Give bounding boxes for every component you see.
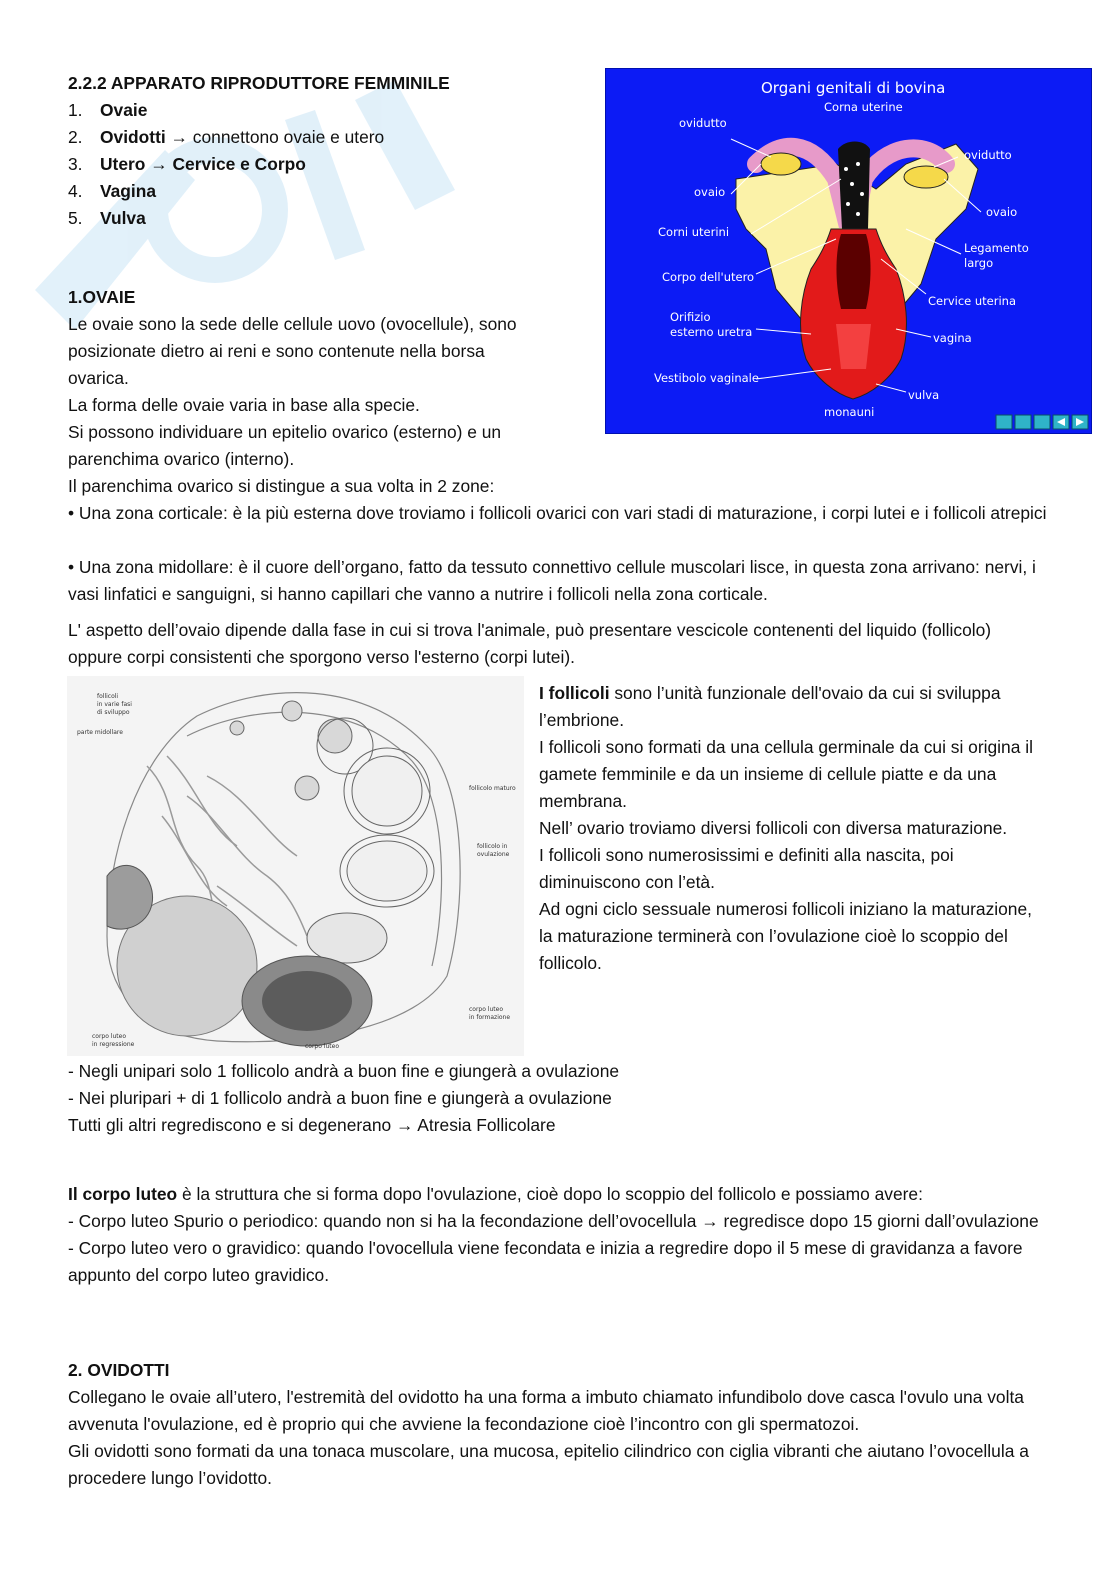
unipari-line: - Negli unipari solo 1 follicolo andrà a buon fine e giungerà a ovulazione [68, 1061, 620, 1081]
arrow-icon: → [170, 127, 188, 147]
list-item [68, 124, 384, 151]
zone-midollare: • Una zona midollare: è il cuore dell’organo, fatto da tessuto connettivo cellule muscolari lisce, in questa zona arrivano: nervi, i vasi linfatici e sanguigni, si hanno capillari che vanno a nutrire i follicoli nella zona corticale. [68, 557, 1036, 604]
follicoli-term: I follicoli [539, 683, 610, 703]
list-item [68, 97, 384, 124]
label-corpo-utero: Corpo dell'utero [662, 270, 755, 284]
bovine-diagram [606, 69, 1091, 433]
follicoli-definition [539, 680, 1044, 734]
label-regressione-2: in regressione [92, 1041, 135, 1048]
label-ovulazione-2: ovulazione [477, 851, 510, 858]
ovary-diagram [67, 676, 524, 1056]
label-ovidutto-right: ovidutto [964, 148, 1012, 162]
left-ovary-shape [761, 153, 801, 175]
organ-note: connettono ovaie e utero [192, 127, 385, 147]
label-largo: largo [964, 256, 994, 270]
ovidotti-p1: Collegano le ovaie all’utero, l'estremità del ovidotto ha una forma a imbuto chiamato infundibolo dove casca l'ovulo una volta avvenuta l'ovulazione, ed è proprio qui che avviene la fecondazione cioè l’incontro con gli spermatozoi. [68, 1387, 1024, 1434]
organ-name: Vagina [100, 181, 157, 201]
follicoli-cycle: Ad ogni ciclo sessuale numerosi follicoli iniziano la maturazione, la maturazione terminerà con l’ovulazione cioè lo scoppio del follicolo. [539, 899, 1032, 973]
label-vagina: vagina [933, 331, 972, 345]
label-ovaio-left: ovaio [694, 185, 726, 199]
follicoli-definition-text: sono l’unità funzionale dell'ovaio da cui si sviluppa l’embrione. [539, 683, 1001, 730]
ovaio-aspect: L' aspetto dell’ovaio dipende dalla fase in cui si trova l'animale, può presentare vescicole contenenti del liquido (follicolo) oppure corpi consistenti che sporgono verso l'esterno (corpi lutei). [68, 620, 992, 667]
organ-name: Utero [100, 154, 146, 174]
arrow-icon: → [701, 1211, 719, 1231]
right-ovary-shape [904, 166, 948, 188]
label-corpo-luteo: corpo luteo [305, 1043, 340, 1050]
list-number: 5. [68, 208, 83, 228]
follicles [230, 701, 434, 963]
ovaie-line: ovarica. [68, 368, 129, 388]
ovaie-line: La forma delle ovaie varia in base alla specie. [68, 395, 420, 415]
bovine-genital-figure [605, 68, 1092, 434]
ovaie-heading: 1.OVAIE [68, 287, 136, 307]
list-item [68, 205, 384, 232]
label-vestibolo: Vestibolo vaginale [654, 371, 759, 385]
label-follicoli-1: follicoli [97, 693, 119, 700]
corpo-luteo-intro [68, 1181, 1053, 1208]
arrow-icon: → [150, 154, 168, 174]
zones-intro: Il parenchima ovarico si distingue a sua volta in 2 zone: [68, 476, 495, 496]
follicoli-maturation: Nell’ ovario troviamo diversi follicoli con diversa maturazione. [539, 818, 1008, 838]
organ-note: Cervice e Corpo [172, 154, 306, 174]
organ-list [68, 97, 384, 232]
list-number: 1. [68, 100, 83, 120]
label-follicolo-maturo: follicolo maturo [469, 785, 516, 792]
ovidotti-paragraph [68, 1384, 1053, 1492]
organ-name: Vulva [100, 208, 146, 228]
label-follicoli-3: di sviluppo [97, 709, 130, 716]
list-number: 3. [68, 154, 83, 174]
follicoli-structure: I follicoli sono formati da una cellula germinale da cui si origina il gamete femminile e da un insieme di cellule piatte e da una membrana. [539, 737, 1033, 811]
slide-nav-buttons [996, 415, 1088, 429]
corpo-luteo-vero: - Corpo luteo vero o gravidico: quando l'ovocellula viene fecondata e inizia a regredire dopo il 5 mese di gravidanza a favore appunto del corpo luteo gravidico. [68, 1238, 1023, 1285]
list-item [68, 151, 384, 178]
ovaie-line: posizionate dietro ai reni e sono contenute nella borsa [68, 341, 485, 361]
corpo-luteo-term: Il corpo luteo [68, 1184, 178, 1204]
follicoli-paragraph [539, 680, 1044, 977]
label-corna-uterine: Corna uterine [824, 100, 903, 114]
label-ovaio-right: ovaio [986, 205, 1018, 219]
ovidotti-heading: 2. OVIDOTTI [68, 1360, 170, 1380]
atresia-line [68, 1112, 556, 1139]
label-vulva: vulva [908, 388, 940, 402]
arrow-icon: → [396, 1115, 414, 1135]
section-title: 2.2.2 APPARATO RIPRODUTTORE FEMMINILE [68, 73, 450, 93]
list-number: 2. [68, 127, 83, 147]
zone-corticale: • Una zona corticale: è la più esterna dove troviamo i follicoli ovarici con vari stadi di maturazione, i corpi lutei e i follicoli atrepici [68, 503, 1047, 523]
label-corni-uterini: Corni uterini [658, 225, 730, 239]
label-monauni: monauni [824, 405, 875, 419]
corpo-luteo-section [68, 1181, 1053, 1289]
label-cervice-uterina: Cervice uterina [928, 294, 1017, 308]
label-formazione-2: in formazione [469, 1014, 511, 1021]
corpo-luteo-intro-text: è la struttura che si forma dopo l'ovulazione, cioè dopo lo scoppio del follicolo e possiamo avere: [177, 1184, 923, 1204]
figure-title: Organi genitali di bovina [761, 79, 946, 97]
label-regressione-1: corpo luteo [92, 1033, 127, 1040]
pluripari-line: - Nei pluripari + di 1 follicolo andrà a buon fine e giungerà a ovulazione [68, 1088, 612, 1108]
list-number: 4. [68, 181, 83, 201]
label-legamento: Legamento [964, 241, 1029, 255]
uterine-body-shape [838, 142, 870, 230]
ovaie-line: Le ovaie sono la sede delle cellule uovo (ovocellule), sono [68, 314, 517, 334]
list-item [68, 178, 384, 205]
ovidotti-p2: Gli ovidotti sono formati da una tonaca muscolare, una mucosa, epitelio cilindrico con ciglia vibranti che aiutano l’ovocellula a procedere lungo l’ovidotto. [68, 1441, 1029, 1488]
corpo-luteo-spurio: - Corpo luteo Spurio o periodico: quando non si ha la fecondazione dell’ovocellula → regredisce dopo 15 giorni dall’ovulazione [68, 1211, 1039, 1231]
ovary-section-figure [67, 676, 524, 1056]
label-esterno-uretra: esterno uretra [670, 325, 753, 339]
cervix-shape [836, 234, 870, 309]
organ-name: Ovidotti [100, 127, 166, 147]
vestibule-shape [836, 324, 871, 369]
label-ovulazione-1: follicolo in [477, 843, 508, 850]
atresia-pre: Tutti gli altri regrediscono e si degenerano [68, 1115, 397, 1135]
label-orifizio: Orifizio [670, 310, 711, 324]
follicoli-number: I follicoli sono numerosissimi e definiti alla nascita, poi diminuiscono con l’età. [539, 845, 954, 892]
label-ovidutto-left: ovidutto [679, 116, 727, 130]
atresia-post: Atresia Follicolare [413, 1115, 556, 1135]
label-follicoli-2: in varie fasi [97, 701, 132, 708]
label-formazione-1: corpo luteo [469, 1006, 504, 1013]
ovaie-line: parenchima ovarico (interno). [68, 449, 295, 469]
label-parte-midollare: parte midollare [77, 729, 123, 736]
organ-name: Ovaie [100, 100, 148, 120]
ovaie-line: Si possono individuare un epitelio ovarico (esterno) e un [68, 422, 502, 442]
